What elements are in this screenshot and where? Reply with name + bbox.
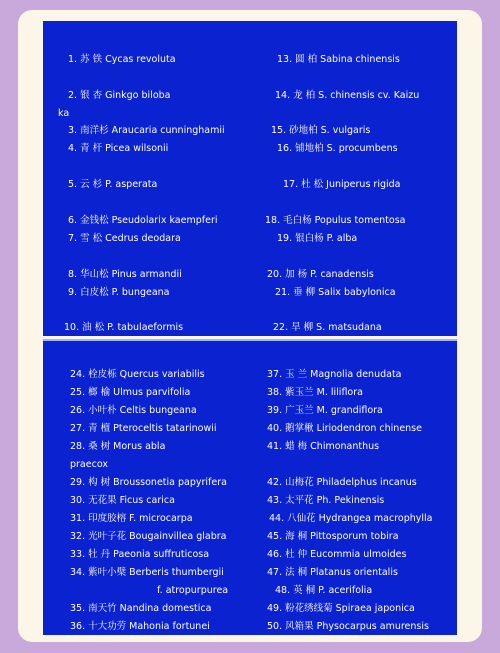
- list-item: 35. 南天竹 Nandina domestica: [70, 603, 212, 614]
- list-item-continuation: f. atropurpurea: [157, 585, 229, 596]
- list-item: 4. 青 杆 Picea wilsonii: [68, 143, 169, 154]
- list-item-continuation: ka: [58, 108, 70, 119]
- broadleaf-list-panel: [43, 339, 457, 635]
- list-item: 27. 青 檀 Pteroceltis tatarinowii: [70, 423, 217, 434]
- list-item: 15. 砂地柏 S. vulgaris: [271, 125, 371, 136]
- list-item: 45. 海 桐 Pittosporum tobira: [267, 531, 399, 542]
- list-item: 37. 玉 兰 Magnolia denudata: [267, 369, 402, 380]
- list-item: 3. 南洋杉 Araucaria cunninghamii: [68, 125, 225, 136]
- list-item: 19. 银白杨 P. alba: [277, 233, 358, 244]
- list-item: 50. 风箱果 Physocarpus amurensis: [267, 621, 429, 632]
- list-item: 26. 小叶朴 Celtis bungeana: [70, 405, 197, 416]
- list-item: 28. 桑 树 Morus abla: [70, 441, 166, 452]
- list-item: 22. 旱 柳 S. matsudana: [273, 322, 382, 333]
- list-item: 31. 印度胶榕 F. microcarpa: [70, 513, 193, 524]
- list-item: 39. 广玉兰 M. grandiflora: [267, 405, 383, 416]
- list-item: 34. 紫叶小檗 Berberis thumbergii: [70, 567, 224, 578]
- list-item: 42. 山梅花 Philadelphus incanus: [267, 477, 417, 488]
- list-item: 33. 牡 丹 Paeonia suffruticosa: [70, 549, 210, 560]
- list-item: 40. 鹅掌楸 Liriodendron chinense: [267, 423, 422, 434]
- list-item: 41. 蜡 梅 Chimonanthus: [267, 441, 380, 452]
- list-item: 49. 粉花绣线菊 Spiraea japonica: [267, 603, 415, 614]
- list-item: 16. 铺地柏 S. procumbens: [277, 143, 398, 154]
- list-item: 21. 垂 柳 Salix babylonica: [275, 287, 396, 298]
- list-item: 7. 雪 松 Cedrus deodara: [68, 233, 181, 244]
- list-item: 1. 苏 铁 Cycas revoluta: [68, 54, 176, 65]
- list-item: 14. 龙 柏 S. chinensis cv. Kaizu: [275, 90, 420, 101]
- list-item: 30. 无花果 Ficus carica: [70, 495, 175, 506]
- list-item: 18. 毛白杨 Populus tomentosa: [265, 215, 406, 226]
- list-item: 2. 银 杏 Ginkgo biloba: [68, 90, 171, 101]
- list-item: 29. 构 树 Broussonetia papyrifera: [70, 477, 227, 488]
- list-item: 8. 华山松 Pinus armandii: [68, 269, 182, 280]
- conifer-list-panel: [43, 21, 457, 336]
- list-item: 20. 加 杨 P. canadensis: [267, 269, 374, 280]
- list-item: 36. 十大功劳 Mahonia fortunei: [70, 621, 210, 632]
- list-item: 46. 杜 仲 Eucommia ulmoides: [267, 549, 407, 560]
- list-item: 48. 英 桐 P. acerifolia: [275, 585, 373, 596]
- list-item: 13. 圆 柏 Sabina chinensis: [277, 54, 400, 65]
- list-item: 6. 金钱松 Pseudolarix kaempferi: [68, 215, 218, 226]
- list-item: 5. 云 杉 P. asperata: [68, 179, 158, 190]
- list-item: 17. 杜 松 Juniperus rigida: [283, 179, 401, 190]
- list-item: 32. 光叶子花 Bougainvillea glabra: [70, 531, 227, 542]
- list-item: 24. 栓皮栎 Quercus variabilis: [70, 369, 205, 380]
- list-item: 44. 八仙花 Hydrangea macrophylla: [269, 513, 433, 524]
- list-item: 9. 白皮松 P. bungeana: [68, 287, 170, 298]
- list-item: 38. 紫玉兰 M. liliflora: [267, 387, 363, 398]
- list-item: 47. 法 桐 Platanus orientalis: [267, 567, 398, 578]
- list-item-continuation: praecox: [70, 459, 108, 470]
- list-item: 43. 太平花 Ph. Pekinensis: [267, 495, 385, 506]
- list-item: 10. 油 松 P. tabulaeformis: [64, 322, 184, 333]
- list-item: 25. 榔 榆 Ulmus parvifolia: [70, 387, 191, 398]
